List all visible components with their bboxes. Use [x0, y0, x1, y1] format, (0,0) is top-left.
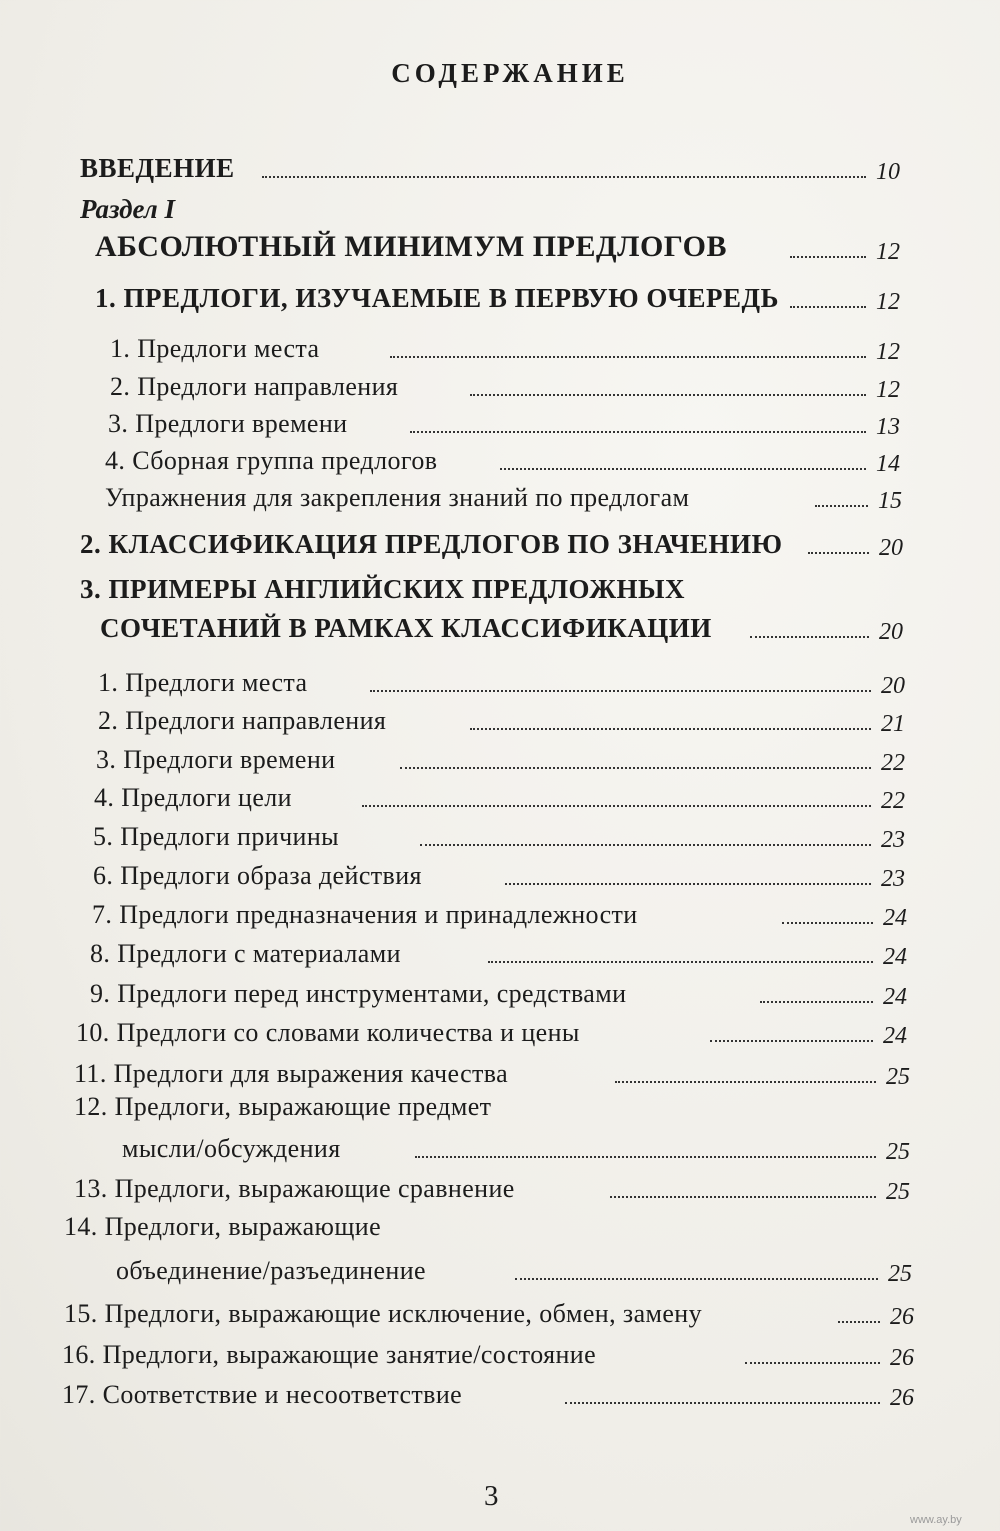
toc-entry-title: 1. Предлоги места: [110, 334, 320, 363]
toc-page-number: 14: [876, 451, 900, 477]
dot-leader: [610, 1196, 876, 1198]
toc-entry: [80, 150, 900, 186]
toc-entry: [95, 280, 900, 316]
toc-entry: [80, 526, 903, 562]
toc-entry: [64, 1212, 912, 1288]
toc-entry-title: АБСОЛЮТНЫЙ МИНИМУМ ПРЕДЛОГОВ: [95, 230, 727, 263]
toc-entry: [105, 479, 902, 515]
dot-leader: [760, 1001, 873, 1003]
watermark: www.ay.by: [910, 1514, 962, 1526]
toc-entry-title: 3. ПРИМЕРЫ АНГЛИЙСКИХ ПРЕДЛОЖНЫХ: [80, 574, 686, 604]
toc-entry: [90, 935, 907, 971]
toc-entry-title: 2. КЛАССИФИКАЦИЯ ПРЕДЛОГОВ ПО ЗНАЧЕНИЮ: [80, 529, 783, 559]
dot-leader: [400, 767, 871, 769]
toc-page-number: 24: [883, 984, 907, 1010]
dot-leader: [488, 961, 873, 963]
toc-entry: [110, 368, 900, 404]
toc-page-number: 24: [883, 1023, 907, 1049]
toc-entry: [74, 1170, 910, 1206]
toc-page-number: 25: [888, 1261, 912, 1287]
toc-page-number: 13: [876, 414, 900, 440]
toc-page-number: 23: [881, 866, 905, 892]
toc-entry-title: 1. Предлоги места: [98, 668, 308, 697]
toc-page-number: 20: [881, 673, 905, 699]
toc-entry-title: 4. Предлоги цели: [94, 783, 292, 812]
dot-leader: [750, 636, 869, 638]
toc-entry: [74, 1055, 910, 1091]
dot-leader: [362, 805, 871, 807]
toc-entry-title: 16. Предлоги, выражающие занятие/состояние: [62, 1340, 597, 1369]
toc-entry: [105, 442, 900, 478]
dot-leader: [790, 306, 866, 308]
dot-leader: [505, 883, 871, 885]
toc-page-number: 12: [876, 339, 900, 365]
toc-entry: [93, 857, 905, 893]
toc-entry-title: 2. Предлоги направления: [110, 372, 399, 401]
toc-entry-title-continued: СОЧЕТАНИЙ В РАМКАХ КЛАССИФИКАЦИИ: [100, 613, 712, 643]
dot-leader: [565, 1402, 880, 1404]
dot-leader: [815, 505, 868, 507]
toc-entry: [96, 741, 905, 777]
toc-page-number: 12: [876, 377, 900, 403]
toc-entry: [98, 702, 905, 738]
toc-page-number: 24: [883, 905, 907, 931]
toc-page-number: 20: [879, 619, 903, 645]
toc-entry-title: 8. Предлоги с материалами: [90, 939, 401, 968]
toc-entry-title: 17. Соответствие и несоответствие: [62, 1380, 463, 1409]
dot-leader: [470, 728, 871, 730]
dot-leader: [790, 256, 866, 258]
toc-entry-title: 5. Предлоги причины: [93, 822, 340, 851]
toc-entry-title-continued: объединение/разъединение: [116, 1256, 426, 1285]
toc-entry: [80, 574, 903, 646]
toc-entry-title: 7. Предлоги предназначения и принадлежности: [92, 900, 638, 929]
dot-leader: [615, 1081, 876, 1083]
dot-leader: [262, 176, 866, 178]
toc-entry-title: 3. Предлоги времени: [108, 409, 348, 438]
dot-leader: [710, 1040, 873, 1042]
toc-page-number: 22: [881, 788, 905, 814]
toc-page-number: 12: [876, 289, 900, 315]
toc-entry-title: 1. ПРЕДЛОГИ, ИЗУЧАЕМЫЕ В ПЕРВУЮ ОЧЕРЕДЬ: [95, 283, 779, 313]
dot-leader: [515, 1278, 878, 1280]
toc-entry-title: 4. Сборная группа предлогов: [105, 446, 438, 475]
toc-entry: [92, 896, 907, 932]
toc-page-number: 26: [890, 1304, 914, 1330]
toc-page-number: 20: [879, 535, 903, 561]
toc-entry-title: 13. Предлоги, выражающие сравнение: [74, 1174, 515, 1203]
toc-page-number: 26: [890, 1345, 914, 1371]
section-label: Раздел I: [80, 194, 175, 224]
toc-entry: [110, 330, 900, 366]
toc-entry-title: 12. Предлоги, выражающие предмет: [74, 1092, 492, 1121]
toc-entry: [98, 664, 905, 700]
toc-page-number: 15: [878, 488, 902, 514]
toc-entry-title: 14. Предлоги, выражающие: [64, 1212, 382, 1241]
dot-leader: [420, 844, 871, 846]
toc-entry-title: ВВЕДЕНИЕ: [80, 153, 235, 183]
dot-leader: [838, 1321, 880, 1323]
toc-entry: [95, 230, 900, 266]
toc-entry: [76, 1014, 907, 1050]
dot-leader: [390, 356, 866, 358]
dot-leader: [470, 394, 866, 396]
dot-leader: [500, 468, 866, 470]
toc-page-number: 21: [881, 711, 905, 737]
toc-entry-title: 10. Предлоги со словами количества и цены: [76, 1018, 580, 1047]
toc-entry-title: 15. Предлоги, выражающие исключение, обмен, замену: [64, 1299, 703, 1328]
dot-leader: [415, 1156, 876, 1158]
toc-entry: [74, 1092, 910, 1166]
toc-entry: [62, 1376, 914, 1412]
toc-entry: [90, 975, 907, 1011]
toc-entry-title: 2. Предлоги направления: [98, 706, 387, 735]
toc-entry-title: 3. Предлоги времени: [96, 745, 336, 774]
toc-page-number: 23: [881, 827, 905, 853]
dot-leader: [745, 1362, 880, 1364]
toc-entry-title-continued: мысли/обсуждения: [122, 1134, 341, 1163]
toc-entry: [93, 818, 905, 854]
toc-page-number: 10: [876, 159, 900, 185]
dot-leader: [782, 922, 873, 924]
toc-entry: [64, 1295, 914, 1331]
page-title: СОДЕРЖАНИЕ: [391, 58, 629, 88]
dot-leader: [410, 431, 866, 433]
dot-leader: [370, 690, 871, 692]
toc-entry-title: Упражнения для закрепления знаний по предлогам: [105, 483, 690, 512]
dot-leader: [808, 552, 869, 554]
toc-page-number: 25: [886, 1179, 910, 1205]
toc-page-number: 25: [886, 1064, 910, 1090]
toc-page-number: 22: [881, 750, 905, 776]
toc-page-number: 25: [886, 1139, 910, 1165]
toc-entry: [62, 1336, 914, 1372]
toc-page-number: 24: [883, 944, 907, 970]
toc-entry-title: 9. Предлоги перед инструментами, средствами: [90, 979, 627, 1008]
toc-page-number: 26: [890, 1385, 914, 1411]
page-number: 3: [484, 1480, 499, 1512]
toc-entry-title: 11. Предлоги для выражения качества: [74, 1059, 509, 1088]
toc-entry: [108, 405, 900, 441]
toc-page-number: 12: [876, 239, 900, 265]
toc-entry-title: 6. Предлоги образа действия: [93, 861, 422, 890]
toc-entry: [94, 779, 905, 815]
